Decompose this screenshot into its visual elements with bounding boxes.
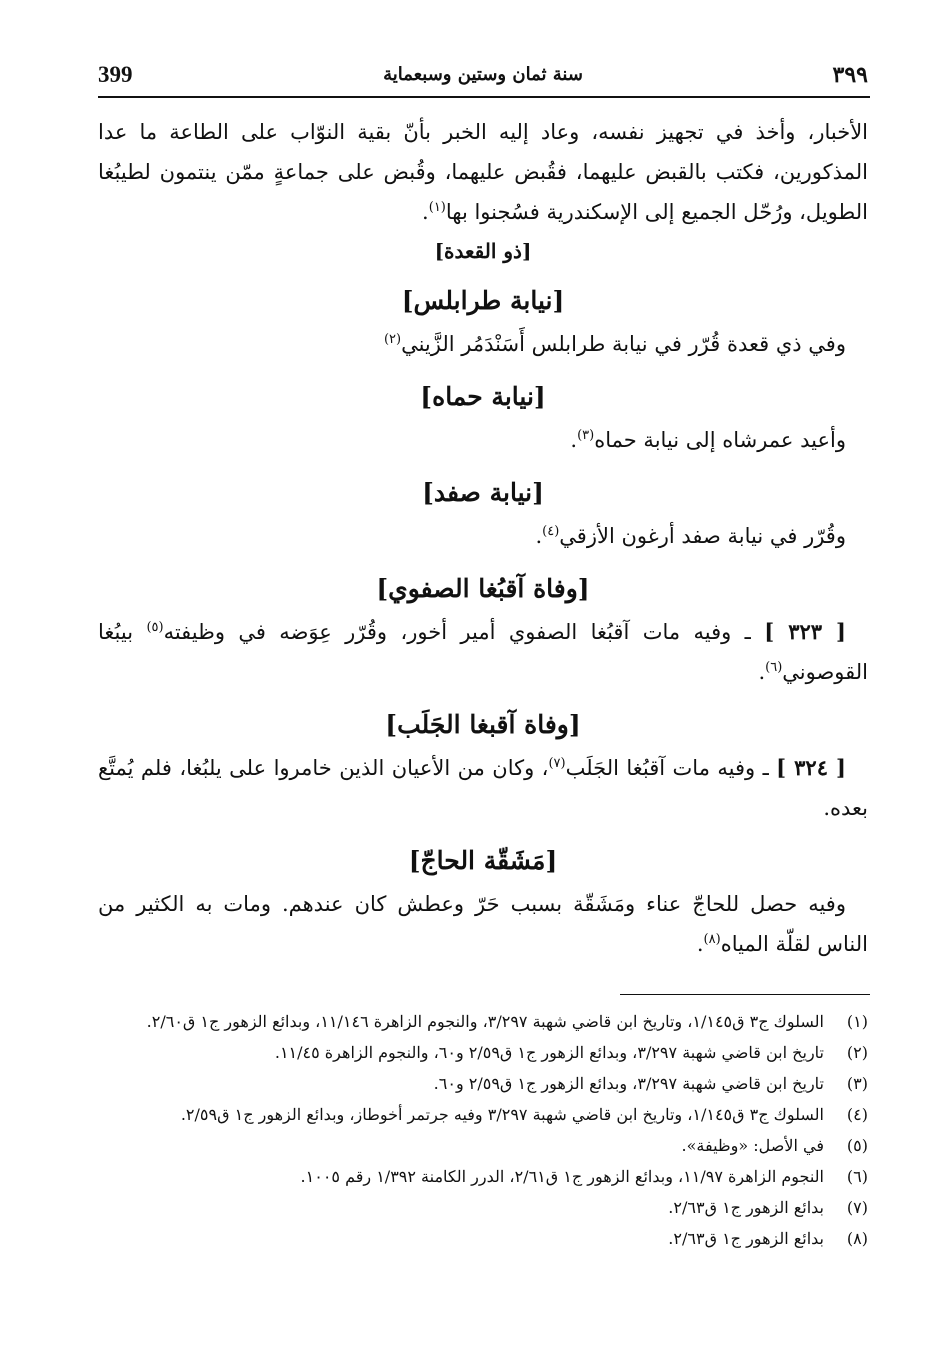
footnote-number: (٦) (846, 1167, 868, 1186)
footnote-text: في الأصل: «وظيفة». (681, 1136, 824, 1155)
footnote-ref: (٥) (146, 620, 164, 635)
footnote-text: السلوك ج٣ ق١/١٤٥، وتاريخ ابن قاضي شهبة ٣/٢٩٧ وفيه جرتمر أخوطاز، وبدائع الزهور ج١ ق٢/٥٩. (180, 1105, 824, 1124)
section-heading-aqbugha-jalab: [وفاة آقبغا الجَلَب] (385, 710, 581, 739)
section-heading-safad: [نيابة صفد] (422, 478, 544, 507)
paragraph-text: وقُرّر في نيابة صفد أرغون الأزقي (559, 524, 846, 548)
paragraph-end: . (758, 660, 766, 684)
paragraph-text: بيبُغا القوصوني (98, 620, 868, 684)
footnote-text: تاريخ ابن قاضي شهبة ٣/٢٩٧، وبدائع الزهور ج١ ق٢/٥٩ و٦٠، والنجوم الزاهرة ١١/٤٥. (274, 1043, 824, 1062)
footnote-6 (98, 1161, 868, 1192)
footnote-number: (٨) (846, 1229, 868, 1248)
entry-number: [ ٣٢٣ ] (764, 619, 846, 644)
footnote-number: (٣) (846, 1074, 868, 1093)
footnote-text: بدائع الزهور ج١ ق٢/٦٣. (668, 1198, 824, 1217)
month-heading: [ذو القعدة] (434, 239, 532, 263)
paragraph-text: وأعيد عمرشاه إلى نيابة حماه (594, 428, 846, 452)
footnote-text: السلوك ج٣ ق١/١٤٥، وتاريخ ابن قاضي شهبة ٣/٢٩٧، والنجوم الزاهرة ١١/١٤٦، وبدائع الزهور ج١ ق٢/٦٠. (146, 1012, 824, 1031)
page-number-arabic: ٣٩٩ (832, 62, 868, 88)
paragraph-end: . (535, 524, 543, 548)
paragraph-pilgrims (98, 884, 868, 964)
paragraph-end: . (696, 932, 704, 956)
paragraph-text: وفي ذي قعدة قُرّر في نيابة طرابلس أَسَنْدَمُر الزَّيني (401, 332, 846, 356)
footnote-rule (620, 994, 870, 995)
paragraph-hama (98, 420, 868, 460)
running-title: سنة ثمان وستين وسبعماية (383, 64, 583, 85)
section-heading-tripoli: [نيابة طرابلس] (401, 286, 565, 315)
paragraph-aqbugha-safawi (98, 612, 868, 692)
paragraph-text: وفيه حصل للحاجّ عناء ومَشَقّة بسبب حَرّ وعطش كان عندهم. ومات به الكثير من الناس لقلّة المياه (98, 892, 868, 956)
page-number-latin: 399 (98, 62, 133, 87)
footnote-ref: (٤) (542, 524, 560, 539)
paragraph-text: ـ وفيه مات آقبُغا الجَلَب (565, 756, 777, 780)
paragraph-end: . (422, 200, 429, 224)
section-heading-hama: [نيابة حماه] (420, 382, 546, 411)
footnote-1 (98, 1006, 868, 1037)
footnote-ref: (٣) (577, 428, 595, 443)
footnote-2 (98, 1037, 868, 1068)
footnote-ref: (٧) (548, 756, 566, 771)
footnote-number: (٥) (846, 1136, 868, 1155)
footnote-number: (٢) (846, 1043, 868, 1062)
paragraph-text: الأخبار، وأخذ في تجهيز نفسه، وعاد إليه الخبر بأنّ بقية النوّاب على الطاعة ما عدا المذكورين، فكتب بالقبض عليهما، فقُبض عليهما، وقُبض على جماعةٍ ممّن ينتمون لطيبُغا الطويل، ورُحّل الجميع إلى الإسكندرية فسُجنوا بها (98, 120, 868, 224)
paragraph-tripoli (98, 324, 868, 364)
entry-number: [ ٣٢٤ ] (776, 755, 846, 780)
paragraph-aqbugha-jalab (98, 748, 868, 828)
footnote-text: النجوم الزاهرة ١١/٩٧، وبدائع الزهور ج١ ق٢/٦١، الدرر الكامنة ١/٣٩٢ رقم ١٠٠٥. (300, 1167, 824, 1186)
footnote-7 (98, 1192, 868, 1223)
footnote-text: تاريخ ابن قاضي شهبة ٣/٢٩٧، وبدائع الزهور ج١ ق٢/٥٩ و٦٠. (433, 1074, 824, 1093)
footnote-number: (٧) (846, 1198, 868, 1217)
section-heading-pilgrims: [مَشَقّة الحاجّ] (408, 846, 558, 875)
paragraph-safad (98, 516, 868, 556)
footnotes (98, 1006, 868, 1254)
footnote-3 (98, 1068, 868, 1099)
footnote-number: (١) (846, 1012, 868, 1031)
section-heading-aqbugha-safawi: [وفاة آقبُغا الصفوي] (376, 574, 590, 603)
footnote-8 (98, 1223, 868, 1254)
footnote-ref: (١) (428, 200, 446, 215)
footnote-number: (٤) (846, 1105, 868, 1124)
footnote-5 (98, 1130, 868, 1161)
header-rule (98, 96, 870, 98)
footnote-4 (98, 1099, 868, 1130)
paragraph-1 (98, 112, 868, 232)
footnote-ref: (٢) (383, 332, 402, 347)
footnote-ref: (٦) (765, 660, 783, 675)
paragraph-text: ـ وفيه مات آقبُغا الصفوي أمير أخور، وقُرّر عِوَضه في وظيفته (163, 620, 765, 644)
footnote-ref: (٨) (703, 932, 721, 947)
footnote-text: بدائع الزهور ج١ ق٢/٦٣. (668, 1229, 824, 1248)
paragraph-end: . (570, 428, 578, 452)
main-text (98, 112, 868, 964)
running-header (98, 60, 868, 94)
paragraph-text: ، وكان من الأعيان الذين خامروا على يلبُغا، فلم يُمتَّع بعده. (98, 756, 868, 820)
